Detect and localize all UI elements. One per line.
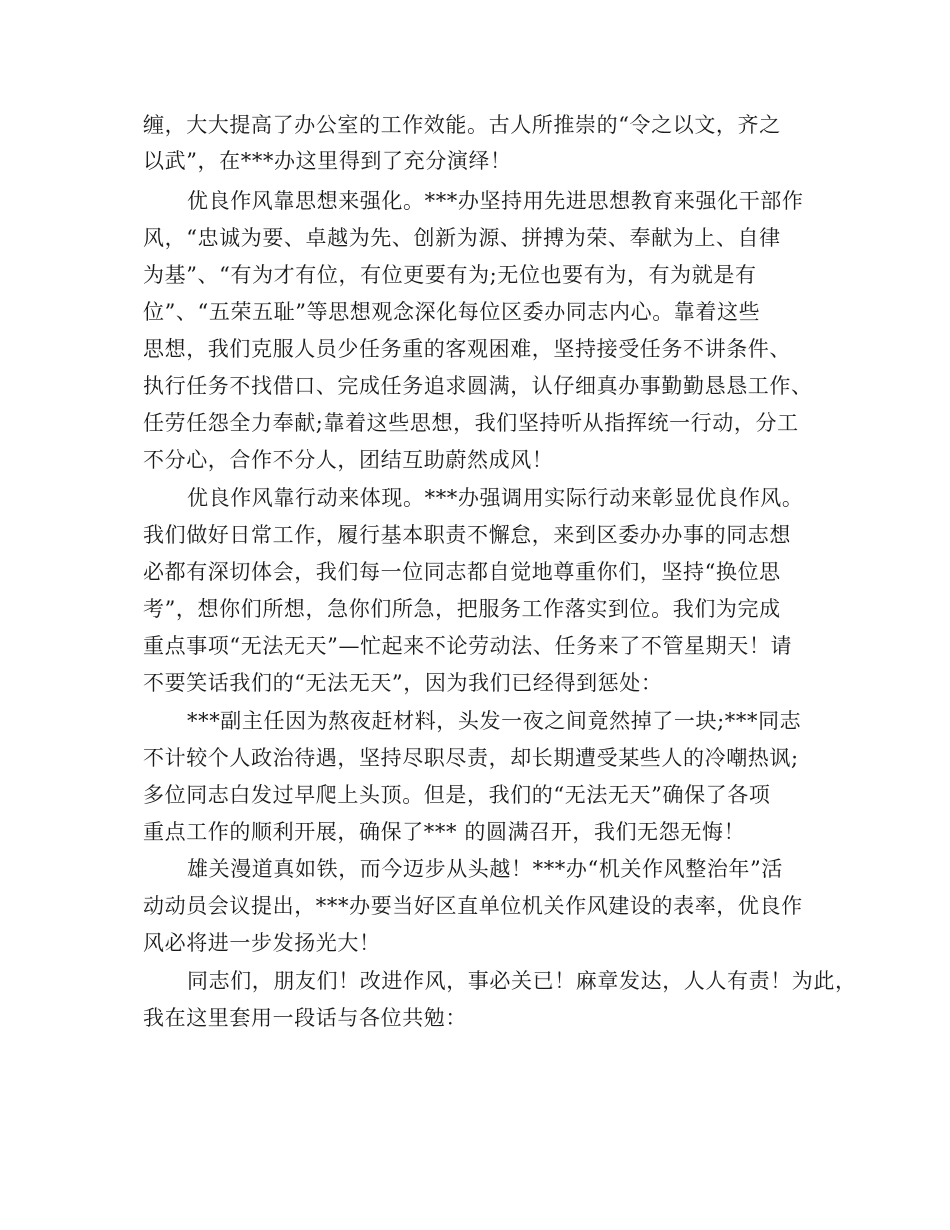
text-line: 我们做好日常工作，履行基本职责不懈怠，来到区委办办事的同志想 [143, 523, 791, 547]
paragraph-first-line: 同志们，朋友们！改进作风，事必关已！麻章发达，人人有责！为此， [187, 969, 857, 993]
text-line: 以武”，在***办这里得到了充分演绎！ [143, 149, 512, 173]
text-line: 缠，大大提高了办公室的工作效能。古人所推崇的“令之以文，齐之 [143, 113, 781, 137]
paragraph-first-line: 优良作风靠思想来强化。***办坚持用先进思想教育来强化干部作 [187, 189, 804, 213]
text-line: 不要笑话我们的“无法无天”，因为我们已经得到惩处： [143, 671, 663, 695]
text-line: 为基”、“有为才有位，有位更要有为;无位也要有为，有为就是有 [143, 263, 757, 287]
text-line: 必都有深切体会，我们每一位同志都自觉地尊重你们，坚持“换位思 [143, 560, 781, 584]
text-line: 风必将进一步发扬光大！ [143, 931, 381, 955]
paragraph-first-line: ***副主任因为熬夜赶材料，头发一夜之间竟然掉了一块;***同志 [187, 709, 802, 733]
text-line: 多位同志白发过早爬上头顶。但是，我们的“无法无天”确保了各项 [143, 783, 771, 807]
paragraph-first-line: 优良作风靠行动来体现。***办强调用实际行动来彰显优良作风。 [187, 486, 804, 510]
text-line: 执行任务不找借口、完成任务追求圆满，认仔细真办事勤勤恳恳工作、 [143, 374, 813, 398]
text-line: 考”，想你们所想，急你们所急，把服务工作落实到位。我们为完成 [143, 597, 781, 621]
text-line: 动动员会议提出，***办要当好区直单位机关作风建设的表率，优良作 [143, 894, 803, 918]
text-line: 位”、“五荣五耻”等思想观念深化每位区委办同志内心。靠着这些 [143, 300, 761, 324]
text-line: 重点事项“无法无天”—忙起来不论劳动法、任务来了不管星期天！请 [143, 634, 793, 658]
text-line: 任劳任怨全力奉献;靠着这些思想，我们坚持听从指挥统一行动，分工 [143, 411, 799, 435]
text-line: 不分心，合作不分人，团结互助蔚然成风！ [143, 448, 554, 472]
paragraph-first-line: 雄关漫道真如铁，而今迈步从头越！***办“机关作风整治年”活 [187, 857, 783, 881]
text-line: 风，“忠诚为要、卓越为先、创新为源、拼搏为荣、奉献为上、自律 [143, 226, 781, 250]
text-line: 我在这里套用一段话与各位共勉： [143, 1006, 467, 1030]
text-line: 思想，我们克服人员少任务重的客观困难，坚持接受任务不讲条件、 [143, 337, 791, 361]
text-line: 重点工作的顺利开展，确保了*** 的圆满召开，我们无怨无悔！ [143, 820, 746, 844]
text-line: 不计较个人政治待遇，坚持尽职尽责，却长期遭受某些人的冷嘲热讽; [143, 746, 799, 770]
